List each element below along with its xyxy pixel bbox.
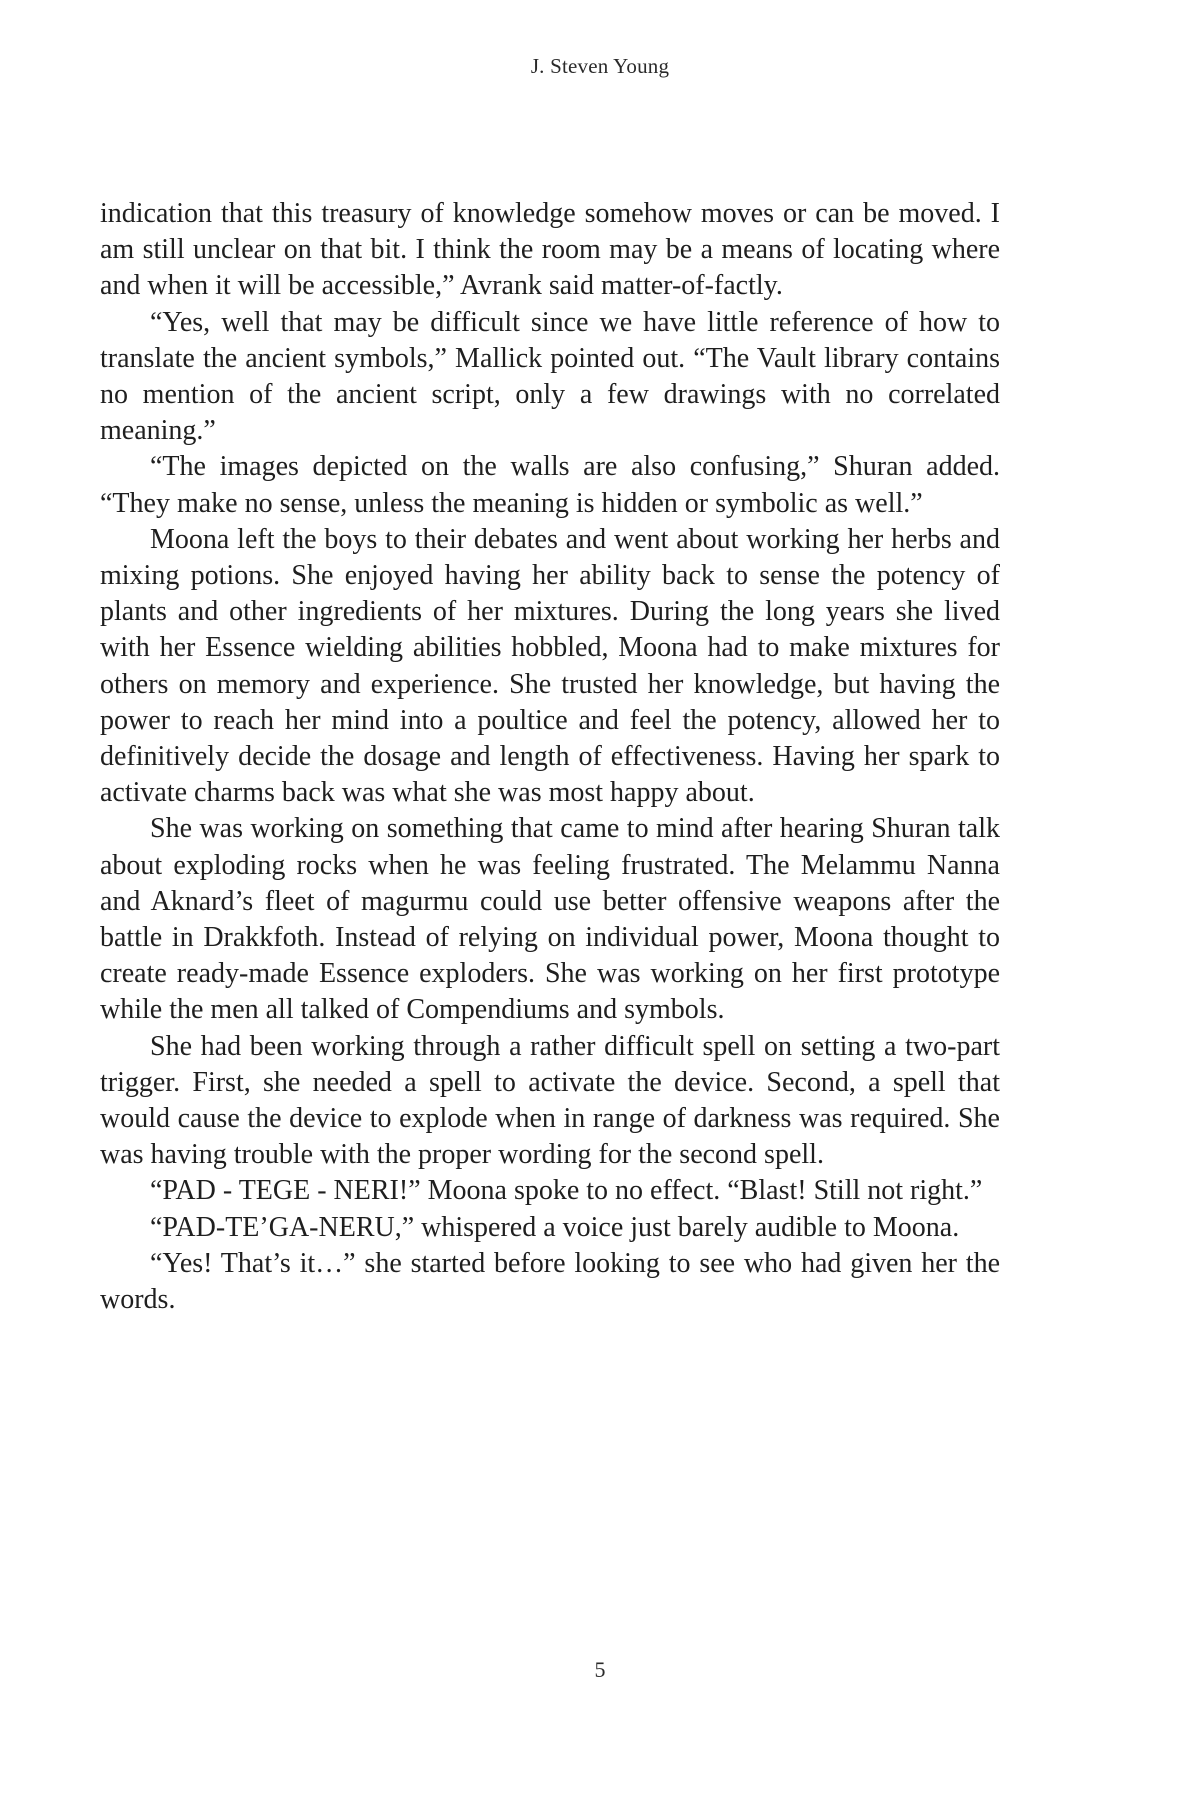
paragraph-4: Moona left the boys to their debates and went about working her herbs and mixing potions. She enjoyed having her ability back to sense the potency of plants and other ingredients of her mixtures. During the long years she lived with her Essence wielding abilities hobbled, Moona had to make mixtures for others on memory and experience. She trusted her knowledge, but having the power to reach her mind into a poultice and feel the potency, allowed her to definitively decide the dosage and length of effectiveness. Having her spark to activate charms back was what she was most happy about. xyxy=(100,523,1000,809)
paragraph-9: “Yes! That’s it…” she started before looking to see who had given her the words. xyxy=(100,1247,1000,1316)
paragraph-5: She was working on something that came to mind after hearing Shuran talk about exploding rocks when he was feeling frustrated. The Melammu Nanna and Aknard’s fleet of magurmu could use better offensive weapons after the battle in Drakkfoth. Instead of relying on individual power, Moona thought to create ready-made Essence exploders. She was working on her first prototype while the men all talked of Compendiums and symbols. xyxy=(100,813,1000,1026)
paragraph-2: “Yes, well that may be difficult since we have little reference of how to translate the ancient symbols,” Mallick pointed out. “The Vault library contains no mention of the ancient script, only a few drawings with no correlated meaning.” xyxy=(100,306,1000,447)
page-number: 5 xyxy=(594,1657,606,1682)
paragraph-8: “PAD-TE’GA-NERU,” whispered a voice just barely audible to Moona. xyxy=(150,1211,960,1243)
running-header-author: J. Steven Young xyxy=(530,54,670,78)
body-text xyxy=(100,196,1000,1318)
paragraph-3: “The images depicted on the walls are also confusing,” Shuran added. “They make no sense, unless the meaning is hidden or symbolic as well.” xyxy=(100,451,1000,519)
paragraph-7: “PAD - TEGE - NERI!” Moona spoke to no effect. “Blast! Still not right.” xyxy=(150,1175,983,1207)
paragraph-1: indication that this treasury of knowledge somehow moves or can be moved. I am still unclear on that bit. I think the room may be a means of locating where and when it will be accessible,” Avrank said matter-of-factly. xyxy=(100,198,1000,302)
paragraph-6: She had been working through a rather difficult spell on setting a two-part trigger. First, she needed a spell to activate the device. Second, a spell that would cause the device to explode when in range of darkness was required. She was having trouble with the proper wording for the second spell. xyxy=(100,1030,1000,1171)
